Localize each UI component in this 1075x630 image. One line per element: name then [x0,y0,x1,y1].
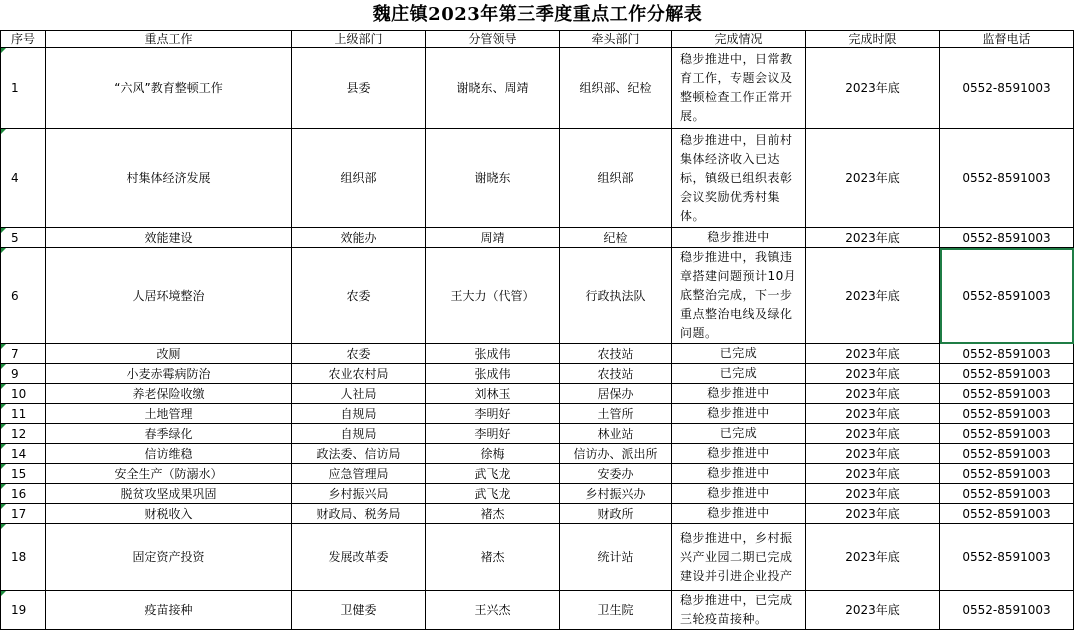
leader-cell[interactable]: 谢晓东 [426,129,560,228]
deadline-cell[interactable]: 2023年底 [806,424,940,444]
task-cell[interactable]: “六风”教育整顿工作 [46,48,292,129]
deadline-cell[interactable]: 2023年底 [806,344,940,364]
leader-cell[interactable]: 刘林玉 [426,384,560,404]
header-no[interactable]: 序号 [1,31,46,48]
leader-cell[interactable]: 李明好 [426,404,560,424]
task-cell[interactable]: 小麦赤霉病防治 [46,364,292,384]
table-row [1,129,1074,228]
phone-cell[interactable]: 0552-8591003 [940,248,1074,344]
phone-cell[interactable]: 0552-8591003 [940,524,1074,591]
phone-cell[interactable]: 0552-8591003 [940,344,1074,364]
row-number-cell[interactable]: 12 [1,424,46,444]
table-row [1,591,1074,630]
leader-cell[interactable]: 王兴杰 [426,591,560,630]
phone-cell[interactable]: 0552-8591003 [940,384,1074,404]
table-row [1,504,1074,524]
upper-dept-cell[interactable]: 财政局、税务局 [292,504,426,524]
upper-dept-cell[interactable]: 组织部 [292,129,426,228]
upper-dept-cell[interactable]: 发展改革委 [292,524,426,591]
table-row [1,424,1074,444]
deadline-cell[interactable]: 2023年底 [806,464,940,484]
lead-dept-cell[interactable]: 组织部、纪检 [560,48,672,129]
comment-indicator-icon [1,404,6,409]
status-cell[interactable]: 稳步推进中 [672,444,806,464]
status-cell[interactable]: 稳步推进中，乡村振兴产业园二期已完成建设并引进企业投产 [672,524,806,591]
comment-indicator-icon [1,524,6,529]
upper-dept-cell[interactable]: 农业农村局 [292,364,426,384]
row-number-cell[interactable]: 16 [1,484,46,504]
task-cell[interactable]: 效能建设 [46,228,292,248]
table-row [1,464,1074,484]
phone-cell[interactable]: 0552-8591003 [940,404,1074,424]
upper-dept-cell[interactable]: 乡村振兴局 [292,484,426,504]
phone-cell[interactable]: 0552-8591003 [940,464,1074,484]
task-cell[interactable]: 养老保险收缴 [46,384,292,404]
leader-cell[interactable]: 武飞龙 [426,484,560,504]
task-cell[interactable]: 安全生产（防溺水） [46,464,292,484]
task-cell[interactable]: 疫苗接种 [46,591,292,630]
upper-dept-cell[interactable]: 自规局 [292,404,426,424]
comment-indicator-icon [1,48,6,53]
comment-indicator-icon [1,248,6,253]
work-breakdown-table [0,30,1074,630]
task-cell[interactable]: 春季绿化 [46,424,292,444]
phone-cell[interactable]: 0552-8591003 [940,228,1074,248]
table-row [1,484,1074,504]
phone-cell[interactable]: 0552-8591003 [940,591,1074,630]
header-row [1,31,1074,48]
deadline-cell[interactable]: 2023年底 [806,228,940,248]
row-number-cell[interactable]: 9 [1,364,46,384]
task-cell[interactable]: 信访维稳 [46,444,292,464]
lead-dept-cell[interactable]: 纪检 [560,228,672,248]
status-cell[interactable]: 稳步推进中 [672,384,806,404]
leader-cell[interactable]: 王大力（代管） [426,248,560,344]
status-cell[interactable]: 稳步推进中 [672,404,806,424]
status-cell[interactable]: 稳步推进中 [672,504,806,524]
header-phone[interactable]: 监督电话 [940,31,1074,48]
comment-indicator-icon [1,504,6,509]
status-cell[interactable]: 已完成 [672,424,806,444]
status-cell[interactable]: 稳步推进中，日常教育工作，专题会议及整顿检查工作正常开展。 [672,48,806,129]
status-cell[interactable]: 稳步推进中，已完成三轮疫苗接种。 [672,591,806,630]
upper-dept-cell[interactable]: 效能办 [292,228,426,248]
row-number-cell[interactable]: 15 [1,464,46,484]
comment-indicator-icon [1,129,6,134]
phone-cell[interactable]: 0552-8591003 [940,129,1074,228]
header-leader[interactable]: 分管领导 [426,31,560,48]
row-number-cell[interactable]: 6 [1,248,46,344]
leader-cell[interactable]: 武飞龙 [426,464,560,484]
row-number-cell[interactable]: 4 [1,129,46,228]
deadline-cell[interactable]: 2023年底 [806,404,940,424]
comment-indicator-icon [1,484,6,489]
sheet-title: 魏庄镇2023年第三季度重点工作分解表 [372,4,703,25]
upper-dept-cell[interactable]: 县委 [292,48,426,129]
row-number-cell[interactable]: 14 [1,444,46,464]
lead-dept-cell[interactable]: 卫生院 [560,591,672,630]
header-status[interactable]: 完成情况 [672,31,806,48]
status-cell[interactable]: 稳步推进中 [672,484,806,504]
deadline-cell[interactable]: 2023年底 [806,484,940,504]
lead-dept-cell[interactable]: 统计站 [560,524,672,591]
deadline-cell[interactable]: 2023年底 [806,504,940,524]
table-row [1,228,1074,248]
header-task[interactable]: 重点工作 [46,31,292,48]
task-cell[interactable]: 土地管理 [46,404,292,424]
deadline-cell[interactable]: 2023年底 [806,48,940,129]
header-dept[interactable]: 上级部门 [292,31,426,48]
phone-cell[interactable]: 0552-8591003 [940,444,1074,464]
lead-dept-cell[interactable]: 居保办 [560,384,672,404]
leader-cell[interactable]: 周靖 [426,228,560,248]
comment-indicator-icon [1,591,6,596]
row-number-cell[interactable]: 19 [1,591,46,630]
phone-cell[interactable]: 0552-8591003 [940,484,1074,504]
deadline-cell[interactable]: 2023年底 [806,129,940,228]
table-row [1,48,1074,129]
row-number-cell[interactable]: 5 [1,228,46,248]
comment-indicator-icon [1,228,6,233]
lead-dept-cell[interactable]: 农技站 [560,344,672,364]
lead-dept-cell[interactable]: 行政执法队 [560,248,672,344]
upper-dept-cell[interactable]: 应急管理局 [292,464,426,484]
phone-cell[interactable]: 0552-8591003 [940,364,1074,384]
deadline-cell[interactable]: 2023年底 [806,524,940,591]
lead-dept-cell[interactable]: 农技站 [560,364,672,384]
deadline-cell[interactable]: 2023年底 [806,444,940,464]
leader-cell[interactable]: 张成伟 [426,364,560,384]
upper-dept-cell[interactable]: 自规局 [292,424,426,444]
lead-dept-cell[interactable]: 乡村振兴办 [560,484,672,504]
deadline-cell[interactable]: 2023年底 [806,364,940,384]
status-cell[interactable]: 稳步推进中 [672,464,806,484]
task-cell[interactable]: 脱贫攻坚成果巩固 [46,484,292,504]
row-number-cell[interactable]: 7 [1,344,46,364]
table-row [1,384,1074,404]
leader-cell[interactable]: 李明好 [426,424,560,444]
lead-dept-cell[interactable]: 信访办、派出所 [560,444,672,464]
status-cell[interactable]: 稳步推进中，目前村集体经济收入已达标，镇级已组织表彰会议奖励优秀村集体。 [672,129,806,228]
table-row [1,248,1074,344]
header-deadline[interactable]: 完成时限 [806,31,940,48]
lead-dept-cell[interactable]: 组织部 [560,129,672,228]
task-cell[interactable]: 村集体经济发展 [46,129,292,228]
upper-dept-cell[interactable]: 人社局 [292,384,426,404]
phone-cell[interactable]: 0552-8591003 [940,504,1074,524]
table-row [1,404,1074,424]
table-row [1,444,1074,464]
leader-cell[interactable]: 张成伟 [426,344,560,364]
task-cell[interactable]: 固定资产投资 [46,524,292,591]
status-cell[interactable]: 稳步推进中，我镇违章搭建问题预计10月底整治完成，下一步重点整治电线及绿化问题。 [672,248,806,344]
row-number-cell[interactable]: 1 [1,48,46,129]
lead-dept-cell[interactable]: 土管所 [560,404,672,424]
leader-cell[interactable]: 谢晓东、周靖 [426,48,560,129]
comment-indicator-icon [1,444,6,449]
deadline-cell[interactable]: 2023年底 [806,384,940,404]
status-cell[interactable]: 稳步推进中 [672,228,806,248]
comment-indicator-icon [1,424,6,429]
upper-dept-cell[interactable]: 农委 [292,344,426,364]
lead-dept-cell[interactable]: 林业站 [560,424,672,444]
comment-indicator-icon [1,464,6,469]
deadline-cell[interactable]: 2023年底 [806,591,940,630]
task-cell[interactable]: 人居环境整治 [46,248,292,344]
table-row [1,344,1074,364]
table-row [1,364,1074,384]
table-row [1,524,1074,591]
lead-dept-cell[interactable]: 财政所 [560,504,672,524]
comment-indicator-icon [1,364,6,369]
deadline-cell[interactable]: 2023年底 [806,248,940,344]
comment-indicator-icon [1,344,6,349]
leader-cell[interactable]: 褚杰 [426,504,560,524]
leader-cell[interactable]: 褚杰 [426,524,560,591]
header-lead-dept[interactable]: 牵头部门 [560,31,672,48]
lead-dept-cell[interactable]: 安委办 [560,464,672,484]
row-number-cell[interactable]: 10 [1,384,46,404]
row-number-cell[interactable]: 18 [1,524,46,591]
upper-dept-cell[interactable]: 农委 [292,248,426,344]
upper-dept-cell[interactable]: 政法委、信访局 [292,444,426,464]
status-cell[interactable]: 已完成 [672,344,806,364]
phone-cell[interactable]: 0552-8591003 [940,424,1074,444]
upper-dept-cell[interactable]: 卫健委 [292,591,426,630]
row-number-cell[interactable]: 17 [1,504,46,524]
status-cell[interactable]: 已完成 [672,364,806,384]
row-number-cell[interactable]: 11 [1,404,46,424]
task-cell[interactable]: 财税收入 [46,504,292,524]
leader-cell[interactable]: 徐梅 [426,444,560,464]
phone-cell[interactable]: 0552-8591003 [940,48,1074,129]
task-cell[interactable]: 改厕 [46,344,292,364]
comment-indicator-icon [1,384,6,389]
